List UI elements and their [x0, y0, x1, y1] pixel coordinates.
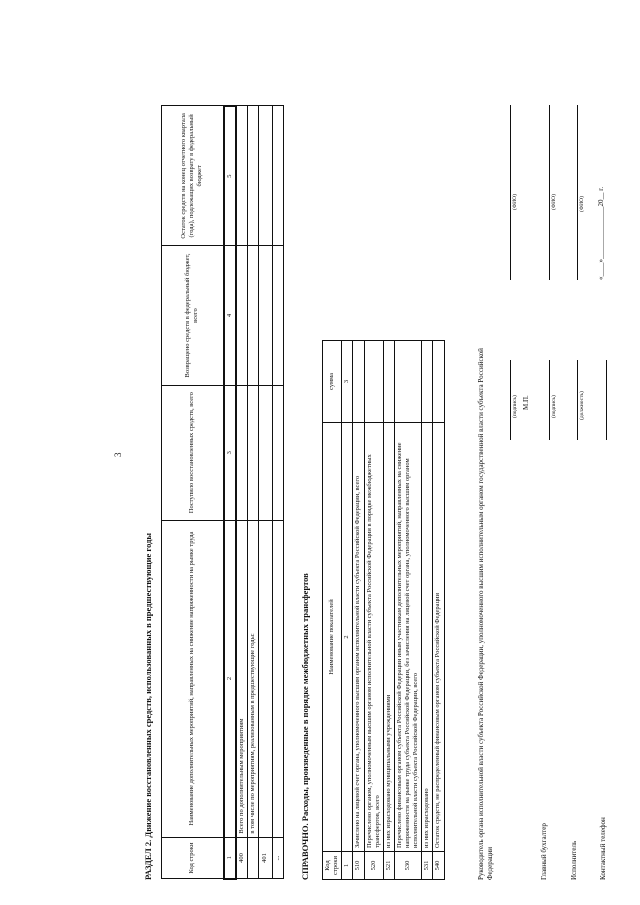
table-row [394, 341, 421, 880]
column-header: сумма [323, 341, 342, 423]
position-line [577, 360, 578, 440]
table-row [236, 106, 248, 879]
stamp-mark: М.П. [522, 395, 530, 410]
row-name: в том числе по мероприятиям, реализованным в предшествующие годы: [247, 520, 258, 837]
phone-line [606, 360, 607, 440]
row-code [247, 837, 258, 879]
column-number-row [224, 106, 236, 879]
fio-caption: (ФИО) [551, 194, 557, 210]
fio-caption: (ФИО) [579, 196, 585, 212]
column-header: Код строки [162, 837, 224, 879]
accountant-label: Главный бухгалтер [540, 823, 548, 880]
section-2-table [161, 105, 284, 880]
table-header-row [323, 341, 342, 880]
row-name: Перечислено финансовым органом субъекта Российской Федерации иным участникам дополнительных мероприятий, направленных на снижение напряженности на рынке труда субъекта Российской Федерации, без зачисления на лицевой счет органа, уполномоченного высшим органом исполнительной власти субъекта Российской Федерации, всего [394, 422, 421, 851]
signature-line [549, 360, 550, 440]
phone-label: Контактный телефон [599, 817, 607, 880]
row-code: 521 [383, 852, 394, 880]
table-row [258, 106, 272, 879]
row-name: Перечислено органом, уполномоченным высшим органом исполнительной власти субъекта Российской Федерации в порядке межбюджетных трансфертов, всего [364, 422, 383, 851]
rotated-page [85, 100, 610, 880]
row-code: 520 [364, 852, 383, 880]
table-row [433, 341, 444, 880]
reference-table [322, 340, 445, 880]
reference-title: СПРАВОЧНО. Расходы, произведенные в порядке межбюджетных трансфертов [300, 573, 310, 880]
head-signature-label: Руководитель органа исполнительной власти субъекта Российской Федерации, уполномоченного высшим исполнительным органом государственной власти субъекта Российской Федерации [477, 348, 495, 880]
column-number: 2 [224, 520, 236, 837]
column-number: 1 [342, 852, 353, 880]
signature-caption: (подпись) [512, 395, 518, 418]
fio-line [510, 105, 511, 280]
column-header: Наименование дополнительных мероприятий, направленных на снижение напряженности на рынке труда [162, 520, 224, 837]
row-code: 400 [236, 837, 248, 879]
position-caption: (должность) [579, 391, 585, 420]
executor-label: Исполнитель [570, 840, 578, 880]
column-number: 5 [224, 106, 236, 246]
page-number: 3 [113, 452, 123, 457]
table-row [422, 341, 433, 880]
column-number: 1 [224, 837, 236, 879]
column-number-row [342, 341, 353, 880]
row-name [258, 520, 272, 837]
table-row [247, 106, 258, 879]
column-header: Наименование показателей [323, 422, 342, 851]
row-name: Остаток средств, не распределенный финансовым органом субъекта Российской Федерации [433, 422, 444, 851]
row-code: 530 [394, 852, 421, 880]
fio-line [577, 105, 578, 280]
row-name [272, 520, 283, 837]
signature-caption: (подпись) [551, 395, 557, 418]
signature-line [510, 360, 511, 440]
section-2-title: РАЗДЕЛ 2. Движение восстановленных средств, использованных в предшествующие годы [143, 532, 153, 880]
row-code: 531 [422, 852, 433, 880]
row-code: 401 [258, 837, 272, 879]
row-name: Зачислено на лицевой счет органа, уполномоченного высшим органом исполнительной власти субъекта Российской Федерации, всего [353, 422, 364, 851]
date-template: «____»_______________20__ г. [597, 186, 605, 280]
row-name: из них израсходовано [422, 422, 433, 851]
column-number: 4 [224, 246, 236, 386]
row-code: 510 [353, 852, 364, 880]
column-header: Остаток средств на конец отчетного квартала (года), подлежащих возврату в федеральный бюджет [162, 106, 224, 246]
row-code: 540 [433, 852, 444, 880]
row-name: из них израсходовано муниципальными учреждениями [383, 422, 394, 851]
column-number: 3 [342, 341, 353, 423]
table-row [364, 341, 383, 880]
table-row [353, 341, 364, 880]
column-number: 2 [342, 422, 353, 851]
table-row [383, 341, 394, 880]
fio-line [549, 105, 550, 280]
column-number: 3 [224, 385, 236, 520]
table-row [272, 106, 283, 879]
table-header-row [162, 106, 224, 879]
column-header: Код строки [323, 852, 342, 880]
column-header: Возвращено средств в федеральный бюджет, всего [162, 246, 224, 386]
row-code: ... [272, 837, 283, 879]
column-header: Поступило восстановленных средств, всего [162, 385, 224, 520]
row-name: Всего по дополнительным мероприятиям [236, 520, 248, 837]
fio-caption: (ФИО) [512, 194, 518, 210]
